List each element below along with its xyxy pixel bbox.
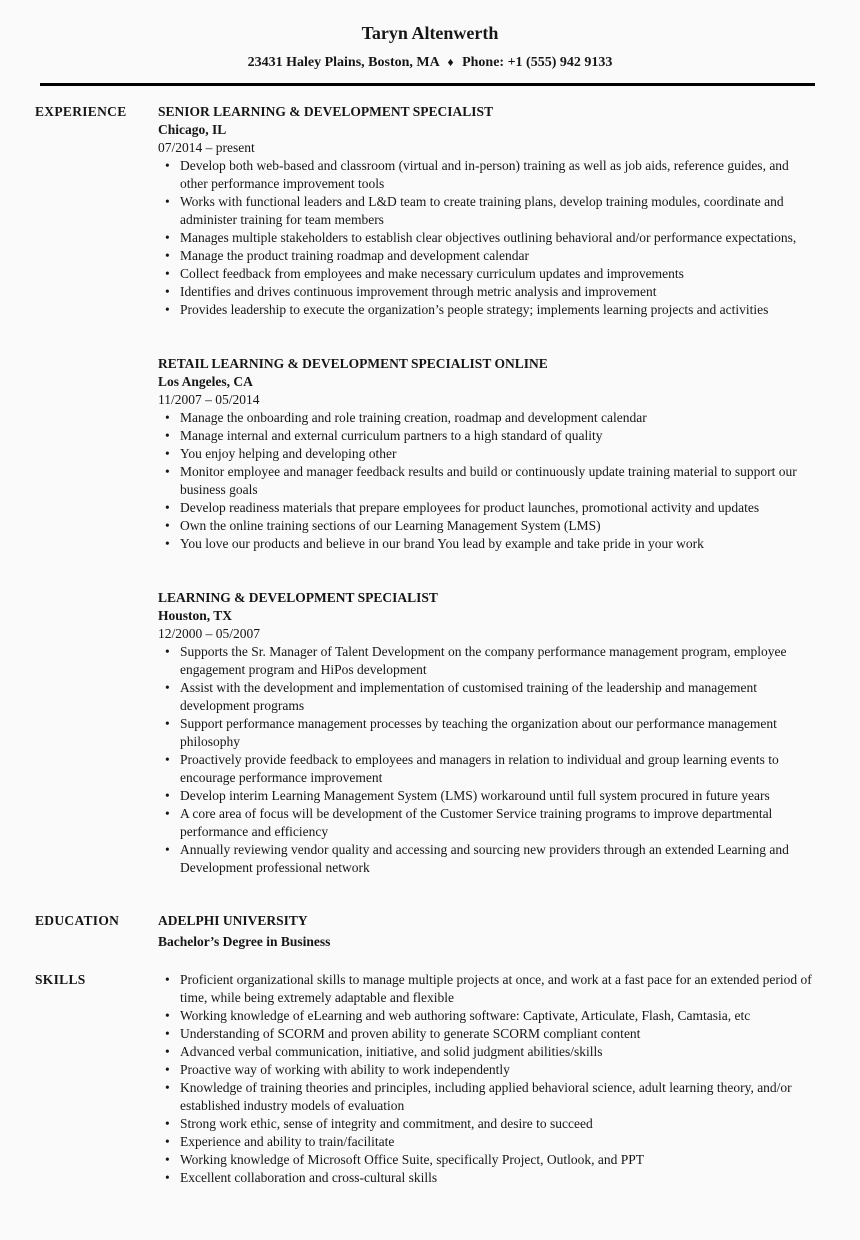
skill-item: • Advanced verbal communication, initiative, and solid judgment abilities/skills — [158, 1043, 815, 1061]
education-content — [158, 912, 815, 951]
job-bullet-item: • Develop both web-based and classroom (virtual and in-person) training as well as job aids, reference guides, and other performance improvement tools — [158, 157, 815, 193]
education-section — [0, 912, 860, 951]
skills-section — [0, 971, 860, 1187]
job-title: SENIOR LEARNING & DEVELOPMENT SPECIALIST — [158, 104, 494, 119]
job-bullet-item: • Annually reviewing vendor quality and accessing and sourcing new providers through an extended Learning and Development professional network — [158, 841, 815, 877]
section-label-experience: EXPERIENCE — [35, 104, 127, 119]
job-location: Los Angeles, CA — [158, 374, 253, 389]
job-bullet-list — [158, 157, 815, 319]
experience-section — [0, 103, 860, 877]
job-bullet-item: • Manage the product training roadmap and development calendar — [158, 247, 815, 265]
job-bullet-item: • Proactively provide feedback to employees and managers in relation to individual and group learning events to encourage performance improvement — [158, 751, 815, 787]
job-bullet-item: • You love our products and believe in our brand You lead by example and take pride in your work — [158, 535, 815, 553]
job-bullet-item: • A core area of focus will be development of the Customer Service training programs to improve departmental performance and efficiency — [158, 805, 815, 841]
job-bullet-item: • Monitor employee and manager feedback results and build or continuously update training material to support our business goals — [158, 463, 815, 499]
job-bullet-item: • Support performance management processes by teaching the organization about our performance management philosophy — [158, 715, 815, 751]
skill-item: • Understanding of SCORM and proven ability to generate SCORM compliant content — [158, 1025, 815, 1043]
skill-item: • Working knowledge of eLearning and web authoring software: Captivate, Articulate, Flash, Camtasia, etc — [158, 1007, 815, 1025]
skill-item: • Strong work ethic, sense of integrity and commitment, and desire to succeed — [158, 1115, 815, 1133]
skills-list — [158, 971, 815, 1187]
job-bullet-item: • Develop readiness materials that prepare employees for product launches, promotional activity and updates — [158, 499, 815, 517]
experience-content — [158, 103, 815, 877]
skill-item: • Working knowledge of Microsoft Office Suite, specifically Project, Outlook, and PPT — [158, 1151, 815, 1169]
contact-line — [0, 53, 860, 72]
skill-item: • Proficient organizational skills to manage multiple projects at once, and work at a fast pace for an extended period of time, while being extremely adaptable and flexible — [158, 971, 815, 1007]
skills-content — [158, 971, 815, 1187]
education-school: ADELPHI UNIVERSITY — [158, 913, 308, 928]
education-degree: Bachelor’s Degree in Business — [158, 934, 331, 949]
diamond-icon: ♦ — [447, 55, 454, 69]
skill-item: • Excellent collaboration and cross-cultural skills — [158, 1169, 815, 1187]
job-location: Houston, TX — [158, 608, 233, 623]
job-bullet-item: • Provides leadership to execute the organization’s people strategy; implements learning projects and activities — [158, 301, 815, 319]
skill-item: • Knowledge of training theories and principles, including applied behavioral science, adult learning theory, and/or established industry models of evaluation — [158, 1079, 815, 1115]
header-divider — [40, 83, 815, 86]
phone-text: Phone: +1 (555) 942 9133 — [462, 55, 613, 70]
job-entry — [158, 355, 815, 553]
skill-item: • Experience and ability to train/facilitate — [158, 1133, 815, 1151]
job-bullet-list — [158, 643, 815, 877]
job-entry — [158, 589, 815, 877]
skill-item: • Proactive way of working with ability to work independently — [158, 1061, 815, 1079]
job-bullet-item: • Manage internal and external curriculum partners to a high standard of quality — [158, 427, 815, 445]
job-bullet-item: • Own the online training sections of our Learning Management System (LMS) — [158, 517, 815, 535]
job-dates: 11/2007 – 05/2014 — [158, 392, 260, 407]
section-label-skills: SKILLS — [35, 972, 86, 987]
job-dates: 07/2014 – present — [158, 140, 255, 155]
job-bullet-list — [158, 409, 815, 553]
job-bullet-item: • Manages multiple stakeholders to establish clear objectives outlining behavioral and/or performance expectations, — [158, 229, 815, 247]
job-entry — [158, 103, 815, 319]
job-bullet-item: • You enjoy helping and developing other — [158, 445, 815, 463]
job-bullet-item: • Assist with the development and implementation of customised training of the leadership and management development programs — [158, 679, 815, 715]
job-bullet-item: • Develop interim Learning Management System (LMS) workaround until full system procured in future years — [158, 787, 815, 805]
address-text: 23431 Haley Plains, Boston, MA — [247, 55, 439, 70]
job-bullet-item: • Identifies and drives continuous improvement through metric analysis and improvement — [158, 283, 815, 301]
job-title: LEARNING & DEVELOPMENT SPECIALIST — [158, 590, 438, 605]
job-title: RETAIL LEARNING & DEVELOPMENT SPECIALIST ONLINE — [158, 356, 548, 371]
job-bullet-item: • Works with functional leaders and L&D team to create training plans, develop training modules, coordinate and administer training for team members — [158, 193, 815, 229]
job-bullet-item: • Manage the onboarding and role training creation, roadmap and development calendar — [158, 409, 815, 427]
job-location: Chicago, IL — [158, 122, 227, 137]
job-bullet-item: • Supports the Sr. Manager of Talent Development on the company performance management program, employee engagement program and HiPos development — [158, 643, 815, 679]
section-label-education: EDUCATION — [35, 913, 120, 928]
resume-header — [0, 0, 860, 86]
person-name: Taryn Altenwerth — [361, 23, 499, 43]
job-bullet-item: • Collect feedback from employees and make necessary curriculum updates and improvements — [158, 265, 815, 283]
job-dates: 12/2000 – 05/2007 — [158, 626, 261, 641]
